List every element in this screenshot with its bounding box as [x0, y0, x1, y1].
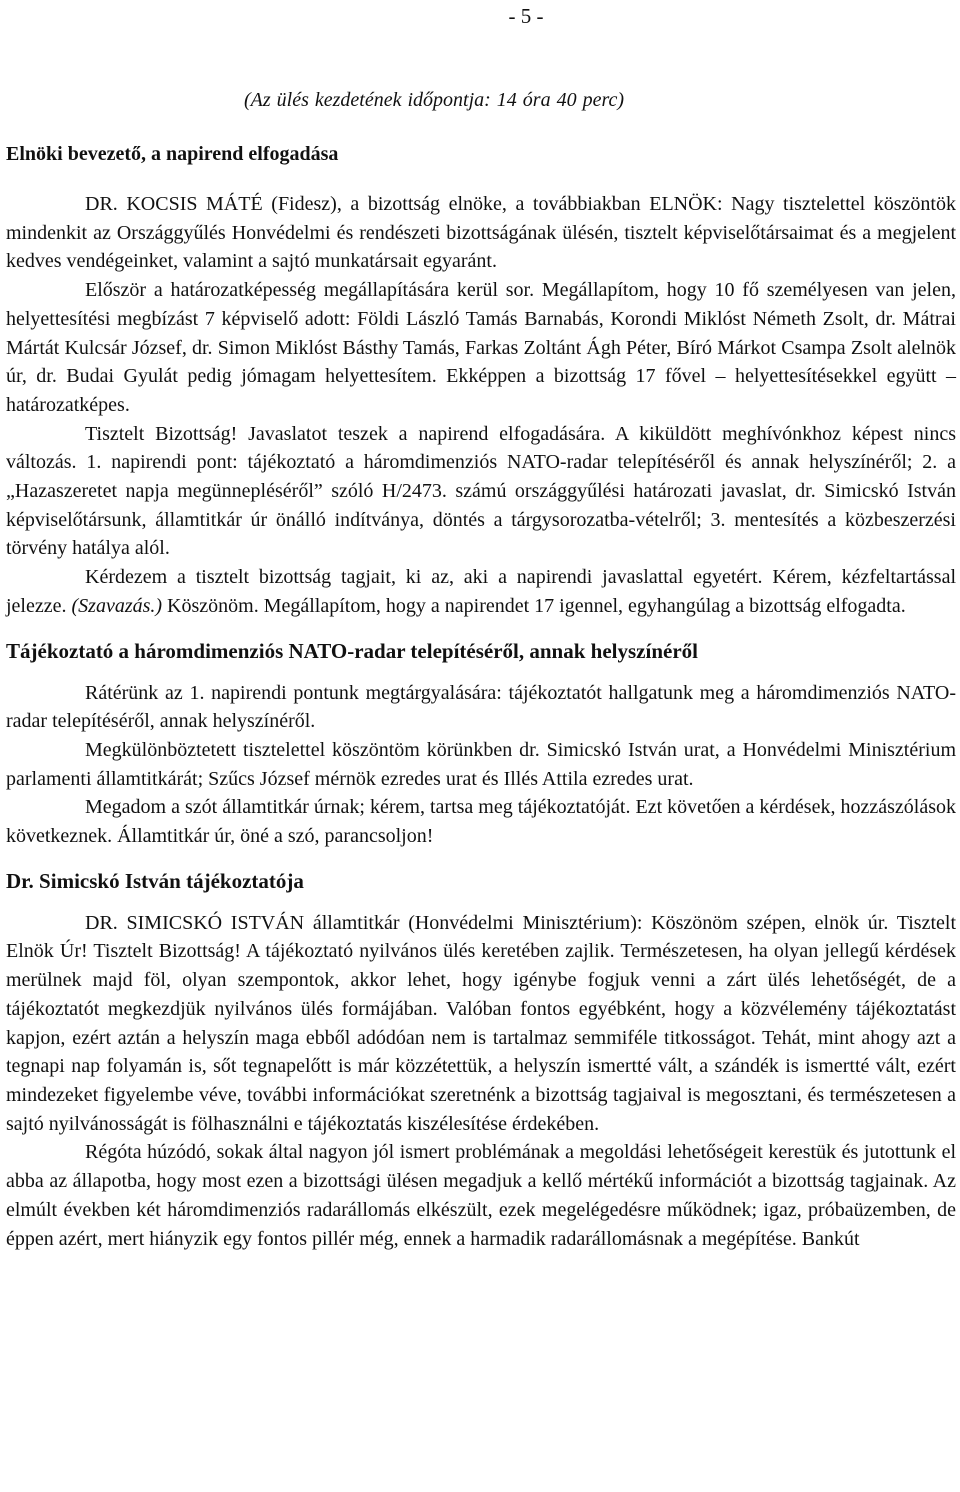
speech-paragraph: DR. SIMICSKÓ ISTVÁN államtitkár (Honvédelmi Minisztérium): Köszönöm szépen, elnök úr. Tisztelt Elnök Úr! Tisztelt Bizottság! A tájékoztató nyilvános ülés keretében zajlik. Természetesen, ha olyan jellegű kérdések merülnek majd föl, olyan szempontok, akkor lehet, hogy igénybe fogjuk venni a zárt ülés lehetőségét, de a tájékoztatót megkezdjük nyilvános ülés formájában. Valóban fontos egyébként, hogy a közvélemény tájékoztatást kapjon, ezért aztán a helyszín maga ebből adódóan nem is tartalmaz semmiféle titkosságot. Tehát, mint ahogy azt a tegnapi nap folyamán is, sőt tegnapelőtt is már közzétettük, a helyszín ismertté vált, a szándék is ismertté vált, ezért mindezeket figyelembe véve, további információkat szeretnénk a bizottság tagjaival is megosztani, és természetesen a sajtó nyilvánosságát is fölhasználni e tájékoztatás kiszélesítése érdekében.	[6, 911, 956, 1135]
section-paragraph: Rátérünk az 1. napirendi pontunk megtárgyalására: tájékoztatót hallgatunk meg a háromdimenziós NATO-radar telepítéséről, annak helyszínéről.	[6, 681, 956, 733]
section-paragraph: Megkülönböztetett tisztelettel köszöntöm körünkben dr. Simicskó István urat, a Honvédelmi Minisztérium parlamenti államtitkárát; Szűcs József mérnök ezredes urat és Illés Attila ezredes urat.	[6, 738, 956, 790]
section-paragraph: Megadom a szót államtitkár úrnak; kérem, tartsa meg tájékoztatóját. Ezt követően a kérdések, hozzászólások következnek. Államtitkár úr, öné a szó, parancsoljon!	[6, 796, 956, 848]
vote-text-before: Kérdezem a tisztelt bizottság tagjait, ki az, aki a napirendi javaslattal egyetért. Kérem, kézfeltartással jelezze.	[6, 566, 956, 617]
page-number: - 5 -	[508, 4, 544, 28]
intro-paragraph: DR. KOCSIS MÁTÉ (Fidesz), a bizottság elnöke, a továbbiakban ELNÖK: Nagy tisztelettel köszöntök mindenkit az Országgyűlés Honvédelmi és rendészeti bizottságának ülésén, tisztelt képviselőtársaimat és a megjelent kedves vendégeinket, valamint a sajtó munkatársait egyaránt.	[6, 193, 956, 273]
vote-stage-direction: (Szavazás.)	[71, 594, 163, 617]
intro-paragraph: Először a határozatképesség megállapítására kerül sor. Megállapítom, hogy 10 fő személyesen van jelen, helyettesítési megbízást 7 képviselő adott: Földi László Tamás Barnabás, Korondi Miklóst Németh Zsolt, dr. Mátrai Mártát Kulcsár József, dr. Simon Miklóst Básthy Tamás, Farkas Zoltánt Ágh Péter, Bíró Márkot Csampa Zsolt alelnök úr, dr. Budai Gyulát pedig jómagam helyettesítem. Ekképpen a bizottság 17 fővel – helyettesítésekkel együtt – határozatképes.	[6, 279, 956, 416]
section-heading-radar: Tájékoztató a háromdimenziós NATO-radar telepítéséről, annak helyszínéről	[6, 638, 698, 663]
document-page	[6, 0, 956, 1253]
section-heading-briefing: Dr. Simicskó István tájékoztatója	[6, 868, 304, 893]
intro-paragraph: Tisztelt Bizottság! Javaslatot teszek a napirend elfogadására. A kiküldött meghívónkhoz képest nincs változás. 1. napirendi pont: tájékoztató a háromdimenziós NATO-radar telepítéséről és annak helyszínéről; 2. a „Hazaszeretet napja megünnepléséről” szóló H/2473. számú országgyűlési határozati javaslat, dr. Simicskó István képviselőtársunk, államtitkár úr önálló indítványa, döntés a tárgysorozatba-vételről; 3. mentesítés a közbeszerzési törvény hatálya alól.	[6, 422, 956, 560]
speech-paragraph: Régóta húzódó, sokak által nagyon jól ismert problémának a megoldási lehetőségeit kerestük és jutottunk el abba az állapotba, hogy most ezen a bizottsági ülésen megadjuk a kellő mértékű információt a bizottság tagjainak. Az elmúlt években két háromdimenziós radarállomás elkészült, ezek megelégedésre működnek; igaz, próbaüzemben, de éppen azért, mert hiányzik egy fontos pillér még, ennek a harmadik radarállomásnak a megépítése. Bankút	[6, 1141, 956, 1250]
intro-heading: Elnöki bevezető, a napirend elfogadása	[6, 143, 339, 165]
session-start-time: (Az ülés kezdetének időpontja: 14 óra 40 perc)	[244, 89, 625, 111]
spacer	[6, 851, 956, 867]
vote-text-after: Köszönöm. Megállapítom, hogy a napirendet 17 igennel, egyhangúlag a bizottság elfogadta.	[162, 594, 906, 617]
spacer	[6, 621, 956, 637]
vote-paragraph	[6, 563, 956, 620]
